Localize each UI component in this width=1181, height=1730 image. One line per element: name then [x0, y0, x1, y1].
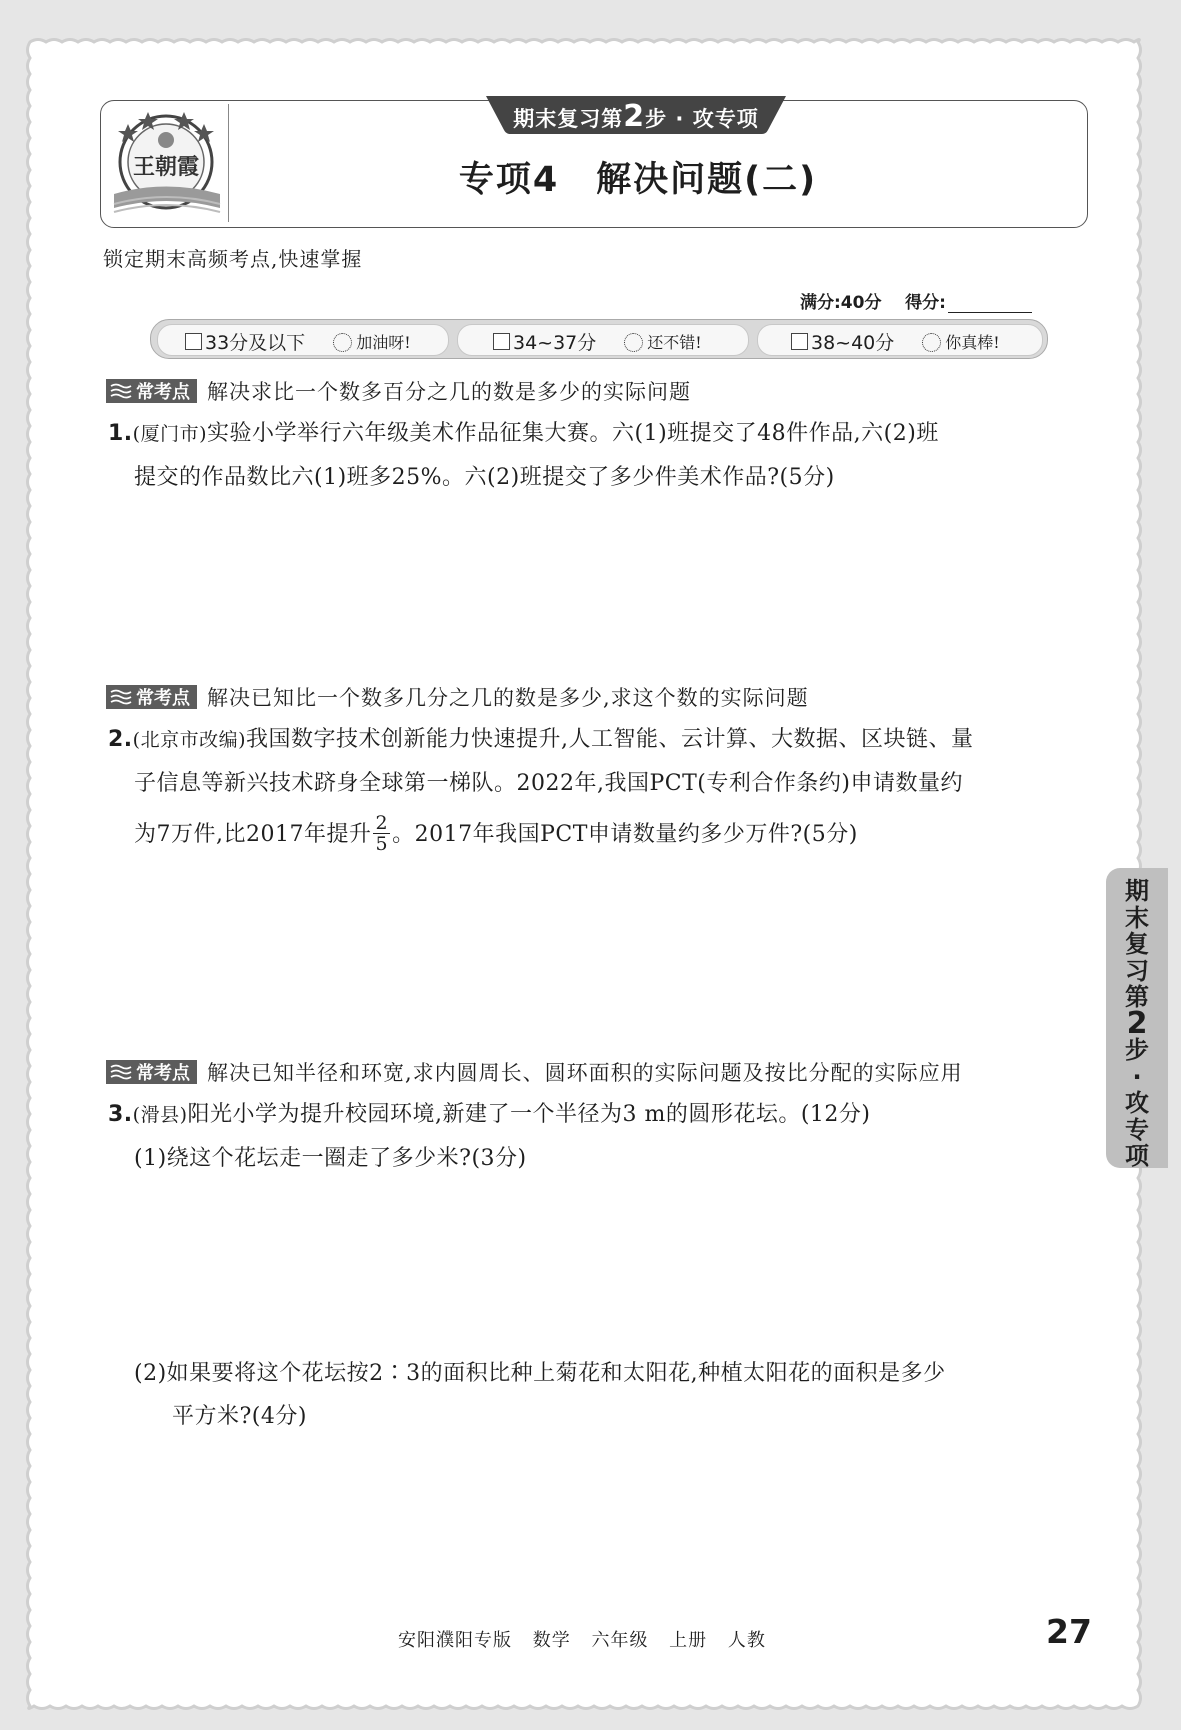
side-tab-char: 2 — [1126, 1005, 1148, 1041]
tag-label: 常考点 — [136, 1063, 190, 1084]
key-point-tag — [106, 1060, 197, 1084]
level-2-cheer: 还不错! — [647, 333, 702, 352]
page-title: 专项4 解决问题(二) — [458, 160, 818, 200]
question-source: (厦门市) — [132, 423, 207, 445]
sub-question-1: (1)绕这个花坛走一圈走了多少米?(3分) — [134, 1146, 527, 1171]
page-subtitle: 锁定期末高频考点,快速掌握 — [103, 247, 363, 271]
score-blank[interactable] — [948, 296, 1032, 313]
question-source: (北京市改编) — [132, 729, 246, 751]
level-1-range: 33分及以下 — [205, 332, 306, 354]
sub-question-2: (2)如果要将这个花坛按2∶3的面积比种上菊花和太阳花,种植太阳花的面积是多少 — [134, 1361, 946, 1386]
level-bar — [150, 319, 1048, 359]
level-3-cheer: 你真棒! — [945, 333, 1000, 352]
banner-prefix: 期末复习第 — [513, 107, 624, 131]
key-point-text: 解决已知半径和环宽,求内圆周长、圆环面积的实际问题及按比分配的实际应用 — [207, 1061, 963, 1085]
question-number: 3. — [108, 1102, 133, 1127]
banner-suffix: 步 · 攻专项 — [645, 107, 759, 131]
question-1 — [108, 412, 1093, 499]
key-point-text: 解决已知比一个数多几分之几的数是多少,求这个数的实际问题 — [207, 686, 809, 710]
side-tab-char: 第 — [1125, 983, 1149, 1011]
level-2 — [493, 328, 702, 355]
side-tab-char: 复 — [1125, 930, 1149, 958]
page-number: 27 — [1046, 1612, 1092, 1651]
key-point-3 — [106, 1057, 963, 1087]
question-text: 子信息等新兴技术跻身全球第一梯队。2022年,我国PCT(专利合作条约)申请数量约 — [134, 771, 963, 796]
wave-lines-icon — [110, 1064, 132, 1080]
banner-step: 2 — [623, 99, 646, 134]
fraction-numerator: 2 — [375, 811, 389, 834]
question-number: 2. — [108, 727, 133, 752]
side-tab-char: 习 — [1125, 956, 1149, 985]
star-face-icon — [922, 333, 941, 352]
side-tab-text — [1114, 878, 1160, 1170]
smile-face-icon — [624, 333, 643, 352]
full-score: 满分:40分 — [800, 293, 882, 313]
question-3 — [108, 1093, 1093, 1180]
key-point-tag — [106, 379, 197, 403]
question-number: 1. — [108, 421, 133, 446]
tag-label: 常考点 — [136, 382, 190, 403]
key-point-tag — [106, 685, 197, 709]
question-source: (滑县) — [132, 1104, 188, 1126]
brand-logo — [108, 104, 238, 222]
key-point-2 — [106, 682, 809, 712]
tag-label: 常考点 — [136, 688, 190, 709]
step-banner-text — [486, 99, 786, 134]
question-text: 。2017年我国PCT申请数量约多少万件?(5分) — [392, 822, 858, 847]
level-3-checkbox[interactable] — [791, 333, 808, 350]
level-1-checkbox[interactable] — [185, 333, 202, 350]
fraction — [373, 813, 390, 854]
cheer-face-icon — [333, 333, 352, 352]
fraction-denominator: 5 — [375, 832, 389, 855]
side-tab-char: 攻 — [1125, 1089, 1149, 1117]
question-2 — [108, 718, 1093, 856]
side-tab-char: 末 — [1125, 903, 1149, 932]
logo-separator — [228, 104, 229, 222]
question-text: 实验小学举行六年级美术作品征集大赛。六(1)班提交了48件作品,六(2)班 — [207, 421, 939, 446]
question-3-part-2 — [108, 1352, 1093, 1438]
level-1-cheer: 加油呀! — [356, 333, 411, 352]
side-tab-char: 期 — [1125, 877, 1149, 905]
score-label: 得分: — [905, 293, 946, 313]
side-tab-char: 步 — [1125, 1036, 1149, 1064]
question-text: 为7万件,比2017年提升 — [134, 822, 372, 847]
score-line — [800, 288, 1032, 313]
wave-lines-icon — [110, 689, 132, 705]
level-1 — [185, 328, 411, 355]
key-point-text: 解决求比一个数多百分之几的数是多少的实际问题 — [207, 380, 691, 404]
footer-text: 安阳濮阳专版 数学 六年级 上册 人教 — [398, 1630, 766, 1651]
level-3-range: 38~40分 — [811, 332, 895, 354]
side-tab-char: 项 — [1125, 1142, 1149, 1170]
question-text: 提交的作品数比六(1)班多25%。六(2)班提交了多少件美术作品?(5分) — [134, 465, 835, 490]
level-2-checkbox[interactable] — [493, 333, 510, 350]
page — [8, 0, 1158, 1730]
side-tab-char: · — [1132, 1062, 1142, 1091]
level-2-range: 34~37分 — [513, 332, 597, 354]
sub-question-2: 平方米?(4分) — [172, 1404, 307, 1429]
logo-text: 王朝霞 — [132, 154, 200, 180]
question-text: 阳光小学为提升校园环境,新建了一个半径为3 m的圆形花坛。(12分) — [187, 1102, 871, 1127]
wave-lines-icon — [110, 383, 132, 399]
level-3 — [791, 328, 1000, 355]
question-text: 我国数字技术创新能力快速提升,人工智能、云计算、大数据、区块链、量 — [246, 727, 974, 752]
key-point-1 — [106, 376, 691, 406]
side-tab-char: 专 — [1125, 1115, 1149, 1144]
